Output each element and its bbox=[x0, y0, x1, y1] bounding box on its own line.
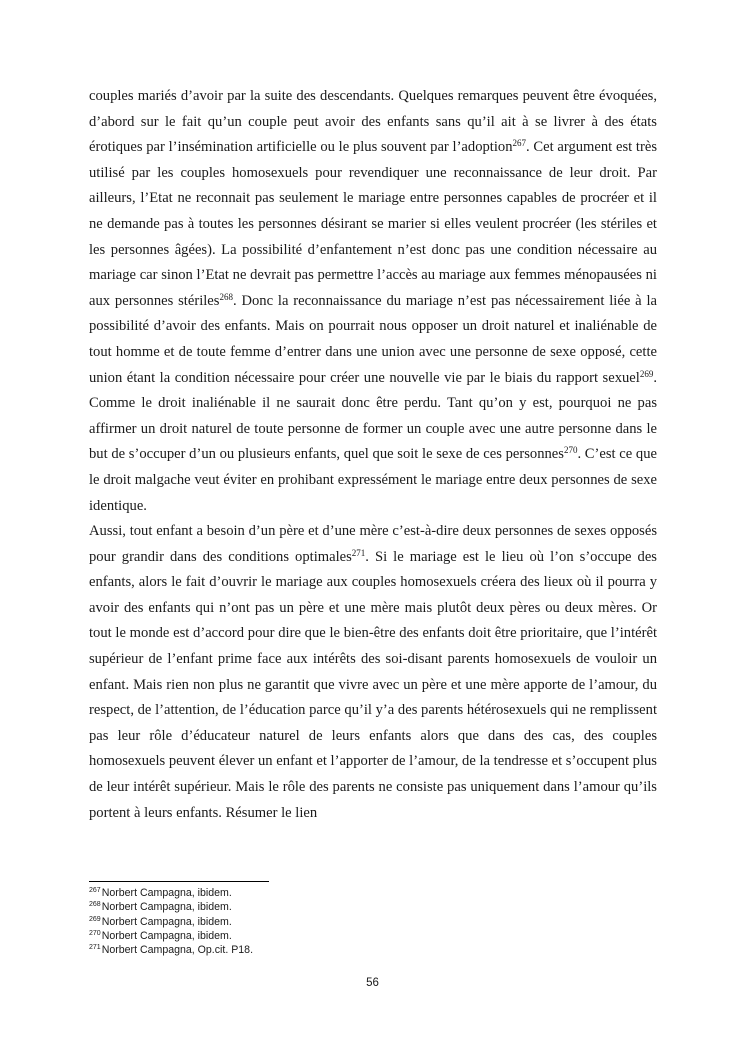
footnote-268 bbox=[89, 900, 657, 914]
footnote-ref-269[interactable]: 269 bbox=[639, 368, 654, 379]
page-number: 56 bbox=[366, 977, 379, 989]
footnote-number: 268 bbox=[89, 901, 101, 909]
paragraph-1-text: . C’est ce que le droit malgache veut éviter en prohibant expressément le mariage entre deux personnes de sexe identique. bbox=[89, 446, 657, 514]
footnote-ref-270[interactable]: 270 bbox=[563, 445, 578, 456]
paragraph-1-text: couples mariés d’avoir par la suite des descendants. Quelques remarques peuvent être évoquées, d’abord sur le fait qu’un couple peut avoir des enfants sans qu’il ait à se livrer à des états érotiques par l’insémination artificielle ou le plus souvent par l’adoption bbox=[89, 88, 657, 156]
footnote-separator bbox=[89, 881, 269, 882]
paragraph-2-text: Aussi, tout enfant a besoin d’un père et d’une mère c’est-à-dire deux personnes de sexes opposés pour grandir dans des conditions optimales bbox=[89, 523, 657, 565]
paragraph-1-text: . Donc la reconnaissance du mariage n’est pas nécessairement liée à la possibilité d’avoir des enfants. Mais on pourrait nous opposer un droit naturel et inaliénable de tout homme et de toute femme d’entrer dans une union avec une personne de sexe opposé, cette union étant la condition nécessaire pour créer une nouvelle vie par le biais du rapport sexuel bbox=[89, 292, 657, 386]
paragraph-1-text: . Cet argument est très utilisé par les couples homosexuels pour revendiquer une reconnaissance de leur droit. Par ailleurs, l’Etat ne reconnait pas seulement le mariage entre personnes capables de procréer et il ne demande pas à toutes les personnes désirant se marier si elles veulent procréer (les stériles et les personnes âgées). La possibilité d’enfantement n’est donc pas une condition nécessaire au mariage car sinon l’Etat ne devrait pas permettre l’accès au mariage aux femmes ménopausées ni aux personnes stériles bbox=[89, 139, 657, 309]
footnote-270 bbox=[89, 929, 657, 943]
footnote-269 bbox=[89, 915, 657, 929]
footnote-text: Norbert Campagna, ibidem. bbox=[101, 901, 232, 914]
footnote-271 bbox=[89, 943, 657, 957]
footnotes bbox=[89, 886, 657, 957]
footnote-text: Norbert Campagna, ibidem. bbox=[101, 887, 232, 899]
paragraph-2-text: . Si le mariage est le lieu où l’on s’occupe des enfants, alors le fait d’ouvrir le mariage aux couples homosexuels créera des lieux où il pourra y avoir des enfants qui n’ont pas un père et une mère mais plutôt deux pères ou deux mères. Or tout le monde est d’accord pour dire que le bien-être des enfants doit être prioritaire, que l’intérêt supérieur de l’enfant prime face aux intérêts des soi-disant parents homosexuels de vouloir un enfant. Mais rien non plus ne garantit que vivre avec un père et une mère apporte de l’amour, du respect, de l’attention, de l’éducation parce qu’il y’a des parents hétérosexuels qui ne remplissent pas leur rôle d’éducateur naturel de leurs enfants alors que dans des cas, des couples homosexuels peuvent élever un enfant et l’apporter de l’amour, de la tendresse et s’occupent plus de leur intérêt supérieur. Mais le rôle des parents ne consiste pas uniquement dans l’amour qu’ils portent à leurs enfants. Résumer le lien bbox=[89, 548, 657, 821]
footnote-ref-267[interactable]: 267 bbox=[512, 138, 526, 149]
paragraph-1-text: . Comme le droit inaliénable il ne saurait donc être perdu. Tant qu’on y est, pourquoi ne pas affirmer un droit naturel de toute personne de former un couple avec une autre personne dans le but de s’occuper d’un ou plusieurs enfants, quel que soit le sexe de ces personnes bbox=[89, 369, 657, 463]
footnote-ref-268[interactable]: 268 bbox=[219, 291, 233, 302]
footnote-text: Norbert Campagna, ibidem. bbox=[101, 915, 232, 928]
footnote-number: 269 bbox=[89, 915, 101, 923]
footnote-text: Norbert Campagna, ibidem. bbox=[101, 929, 232, 942]
footnote-number: 271 bbox=[89, 944, 101, 952]
footnote-number: 267 bbox=[89, 887, 101, 894]
footnote-number: 270 bbox=[89, 929, 101, 937]
paragraph-1 bbox=[89, 84, 657, 519]
main-text bbox=[89, 84, 657, 826]
paragraph-2 bbox=[89, 519, 657, 826]
footnote-267 bbox=[89, 886, 657, 900]
footnote-ref-271[interactable]: 271 bbox=[351, 547, 366, 558]
footnote-text: Norbert Campagna, Op.cit. P18. bbox=[101, 944, 254, 957]
